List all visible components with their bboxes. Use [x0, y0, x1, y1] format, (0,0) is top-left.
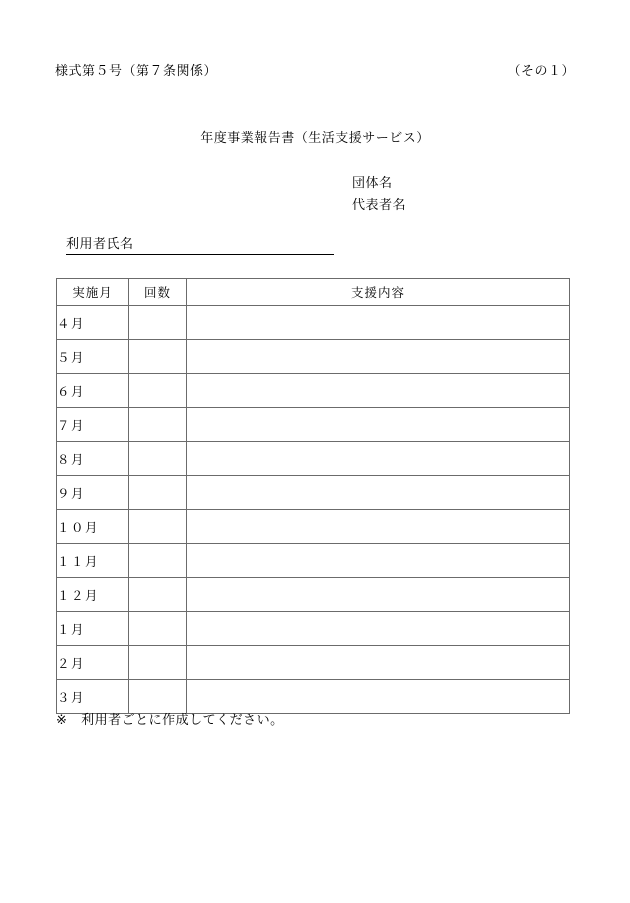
- cell-count[interactable]: [129, 340, 187, 374]
- cell-content[interactable]: [187, 306, 570, 340]
- cell-content[interactable]: [187, 340, 570, 374]
- cell-month: １月: [57, 612, 129, 646]
- cell-count[interactable]: [129, 476, 187, 510]
- cell-count[interactable]: [129, 442, 187, 476]
- cell-month: ４月: [57, 306, 129, 340]
- column-header-content: 支援内容: [187, 279, 570, 306]
- cell-content[interactable]: [187, 578, 570, 612]
- table-row: [57, 476, 570, 510]
- cell-content[interactable]: [187, 510, 570, 544]
- user-name-row: [66, 233, 334, 255]
- table-row: [57, 578, 570, 612]
- cell-content[interactable]: [187, 544, 570, 578]
- organization-block: [352, 172, 406, 216]
- cell-month: ３月: [57, 680, 129, 714]
- table-header-row: [57, 279, 570, 306]
- cell-count[interactable]: [129, 374, 187, 408]
- cell-month: ９月: [57, 476, 129, 510]
- table-row: [57, 612, 570, 646]
- cell-month: ２月: [57, 646, 129, 680]
- column-header-count: 回数: [129, 279, 187, 306]
- table-row: [57, 306, 570, 340]
- cell-count[interactable]: [129, 646, 187, 680]
- cell-month: ７月: [57, 408, 129, 442]
- table-row: [57, 510, 570, 544]
- cell-month: １２月: [57, 578, 129, 612]
- cell-count[interactable]: [129, 578, 187, 612]
- table-row: [57, 646, 570, 680]
- page-marker: （その１）: [507, 63, 575, 78]
- cell-month: ６月: [57, 374, 129, 408]
- cell-content[interactable]: [187, 646, 570, 680]
- group-name-label: 団体名: [352, 175, 393, 190]
- representative-name-label: 代表者名: [352, 197, 407, 212]
- cell-count[interactable]: [129, 544, 187, 578]
- cell-content[interactable]: [187, 612, 570, 646]
- form-number: 様式第５号（第７条関係）: [55, 63, 218, 78]
- cell-content[interactable]: [187, 476, 570, 510]
- page-title: 年度事業報告書（生活支援サービス）: [200, 130, 430, 145]
- cell-month: １１月: [57, 544, 129, 578]
- cell-content[interactable]: [187, 408, 570, 442]
- cell-count[interactable]: [129, 306, 187, 340]
- table-row: [57, 408, 570, 442]
- cell-month: ８月: [57, 442, 129, 476]
- column-header-month: 実施月: [57, 279, 129, 306]
- user-name-input[interactable]: [134, 237, 334, 255]
- footnote: [56, 709, 284, 728]
- note-mark-icon: ※: [56, 712, 68, 727]
- table-row: [57, 442, 570, 476]
- user-name-label: 利用者氏名: [66, 233, 134, 255]
- note-text: 利用者ごとに作成してください。: [81, 712, 284, 727]
- table-row: [57, 374, 570, 408]
- cell-count[interactable]: [129, 408, 187, 442]
- cell-count[interactable]: [129, 510, 187, 544]
- cell-month: １０月: [57, 510, 129, 544]
- report-table: [56, 278, 570, 714]
- table-row: [57, 340, 570, 374]
- document-header: [55, 60, 575, 79]
- cell-content[interactable]: [187, 374, 570, 408]
- cell-count[interactable]: [129, 612, 187, 646]
- table-row: [57, 544, 570, 578]
- cell-content[interactable]: [187, 442, 570, 476]
- cell-month: ５月: [57, 340, 129, 374]
